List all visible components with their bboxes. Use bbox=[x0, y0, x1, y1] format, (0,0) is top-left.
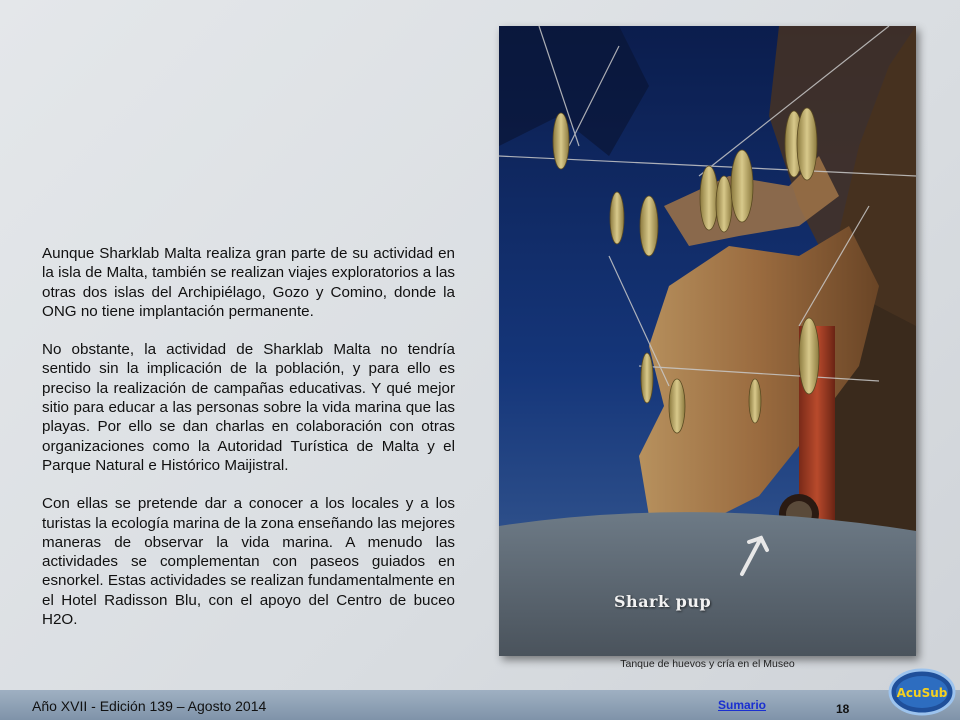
aquarium-illustration bbox=[499, 26, 916, 656]
sumario-link[interactable]: Sumario bbox=[718, 698, 767, 712]
photo-caption: Tanque de huevos y cría en el Museo bbox=[620, 658, 795, 670]
aquarium-photo bbox=[499, 26, 916, 656]
paragraph-3: Con ellas se pretende dar a conocer a los locales y a los turistas la ecología marina de la zona enseñando las mejores maneras de observar la vida marina. A menudo las actividades se complementan con paseos guiados en esnorkel. Estas actividades se realizan fundamentalmente en el Hotel Radisson Blu, con el apoyo del Centro de buceo H2O. bbox=[42, 495, 455, 629]
shark-pup-label: Shark pup bbox=[614, 592, 712, 611]
paragraph-2: No obstante, la actividad de Sharklab Malta no tendría sentido sin la implicación de la población, y para ello es preciso la realización de campañas educativas. Y qué mejor sitio para educar a las personas sobre la vida marina que las playas. Por ello se dan charlas en colaboración con otras organizaciones como la Autoridad Turística de Malta y el Parque Natural e Histórico Maijistral. bbox=[42, 341, 455, 474]
page-number: 18 bbox=[836, 702, 850, 716]
logo-text: AcuSub bbox=[896, 686, 948, 700]
edition-info: Año XVII - Edición 139 – Agosto 2014 bbox=[32, 698, 267, 714]
article-body bbox=[42, 244, 455, 648]
acusub-logo bbox=[884, 666, 956, 718]
paragraph-1: Aunque Sharklab Malta realiza gran parte de su actividad en la isla de Malta, también se realizan viajes exploratorios a las otras dos islas del Archipiélago, Gozo y Comino, donde la ONG no tiene implantación permanente. bbox=[42, 245, 455, 320]
